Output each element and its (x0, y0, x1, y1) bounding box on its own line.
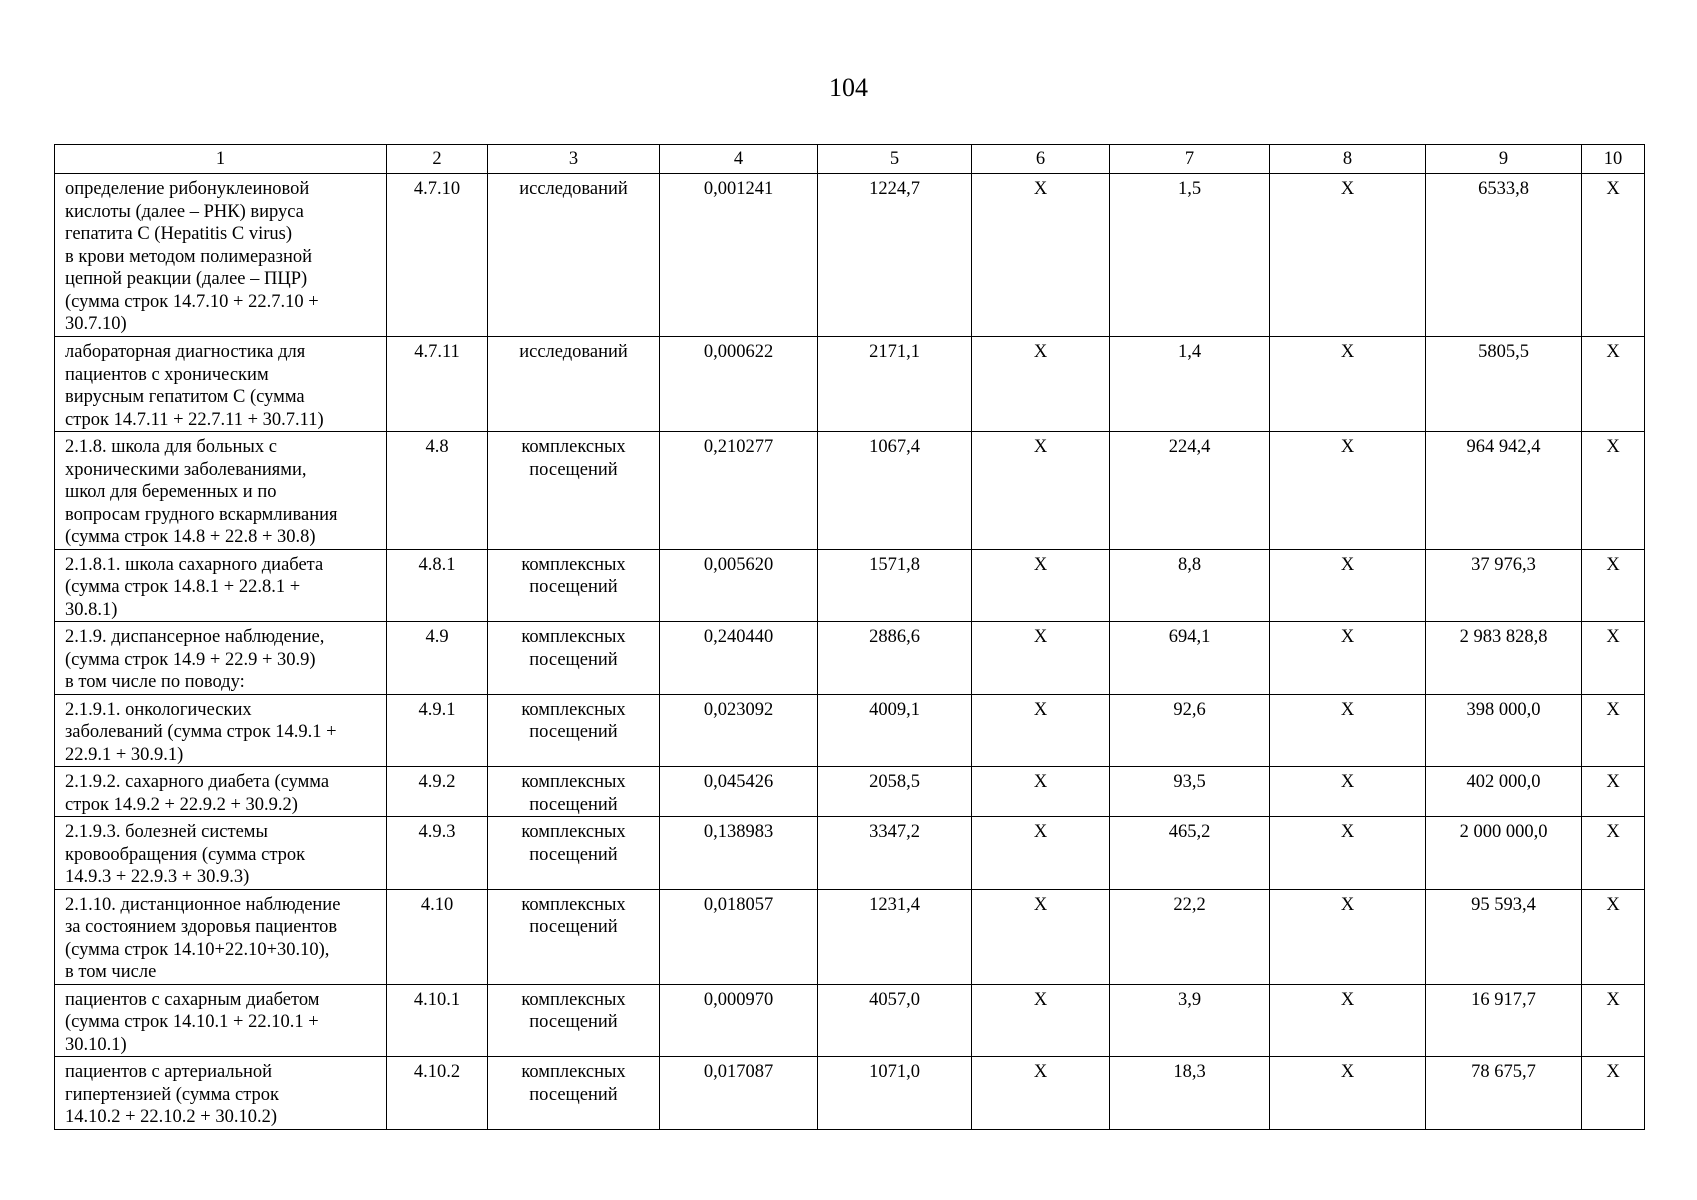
row-cost: 1231,4 (818, 889, 972, 984)
row-code: 4.9.2 (387, 767, 488, 817)
row-cost: 1224,7 (818, 174, 972, 337)
table-row (55, 1057, 1645, 1130)
row-col10: X (1582, 174, 1645, 337)
row-col9: 78 675,7 (1426, 1057, 1582, 1130)
row-col10: X (1582, 767, 1645, 817)
row-code: 4.10 (387, 889, 488, 984)
row-col8: X (1270, 622, 1426, 695)
row-unit: исследований (488, 337, 660, 432)
row-code: 4.7.10 (387, 174, 488, 337)
row-col9: 398 000,0 (1426, 694, 1582, 767)
row-description: определение рибонуклеиновой кислоты (далее – РНК) вируса гепатита C (Hepatitis C virus) в крови методом полимеразной цепной реакции (далее – ПЦР) (сумма строк 14.7.10 + 22.7.10 + 30.7.10) (55, 174, 387, 337)
row-unit: комплексных посещений (488, 817, 660, 890)
row-col8: X (1270, 337, 1426, 432)
row-code: 4.9.1 (387, 694, 488, 767)
header-cell: 3 (488, 145, 660, 174)
header-cell: 6 (972, 145, 1110, 174)
row-code: 4.8.1 (387, 549, 488, 622)
row-col8: X (1270, 984, 1426, 1057)
row-description: пациентов с сахарным диабетом (сумма строк 14.10.1 + 22.10.1 + 30.10.1) (55, 984, 387, 1057)
row-description: лабораторная диагностика для пациентов с хроническим вирусным гепатитом С (сумма строк 14.7.11 + 22.7.11 + 30.7.11) (55, 337, 387, 432)
header-cell: 2 (387, 145, 488, 174)
row-col7: 18,3 (1110, 1057, 1270, 1130)
row-col9: 16 917,7 (1426, 984, 1582, 1057)
row-col10: X (1582, 889, 1645, 984)
row-code: 4.7.11 (387, 337, 488, 432)
row-col7: 93,5 (1110, 767, 1270, 817)
page-number: 104 (829, 73, 868, 102)
row-unit: исследований (488, 174, 660, 337)
row-col10: X (1582, 1057, 1645, 1130)
row-cost: 2058,5 (818, 767, 972, 817)
row-cost: 4057,0 (818, 984, 972, 1057)
row-col7: 1,4 (1110, 337, 1270, 432)
row-col7: 465,2 (1110, 817, 1270, 890)
row-col7: 694,1 (1110, 622, 1270, 695)
row-col10: X (1582, 337, 1645, 432)
row-cost: 2171,1 (818, 337, 972, 432)
table-row (55, 767, 1645, 817)
table-row (55, 984, 1645, 1057)
row-col6: X (972, 549, 1110, 622)
header-cell: 8 (1270, 145, 1426, 174)
row-col7: 1,5 (1110, 174, 1270, 337)
row-norm: 0,018057 (660, 889, 818, 984)
row-col9: 2 000 000,0 (1426, 817, 1582, 890)
table-header-row (55, 145, 1645, 174)
row-description: 2.1.8. школа для больных с хроническими заболеваниями, школ для беременных и по вопросам грудного вскармливания (сумма строк 14.8 + 22.8 + 30.8) (55, 432, 387, 550)
row-norm: 0,210277 (660, 432, 818, 550)
row-col10: X (1582, 694, 1645, 767)
row-col10: X (1582, 817, 1645, 890)
row-code: 4.8 (387, 432, 488, 550)
row-col7: 92,6 (1110, 694, 1270, 767)
row-description: 2.1.9.3. болезней системы кровообращения (сумма строк 14.9.3 + 22.9.3 + 30.9.3) (55, 817, 387, 890)
row-col9: 2 983 828,8 (1426, 622, 1582, 695)
row-col10: X (1582, 984, 1645, 1057)
row-col6: X (972, 984, 1110, 1057)
row-unit: комплексных посещений (488, 889, 660, 984)
table-row (55, 337, 1645, 432)
row-norm: 0,001241 (660, 174, 818, 337)
row-col6: X (972, 694, 1110, 767)
row-cost: 1571,8 (818, 549, 972, 622)
row-unit: комплексных посещений (488, 767, 660, 817)
row-col6: X (972, 174, 1110, 337)
row-col6: X (972, 622, 1110, 695)
row-col8: X (1270, 432, 1426, 550)
data-table (54, 144, 1645, 1130)
row-col6: X (972, 1057, 1110, 1130)
row-col7: 224,4 (1110, 432, 1270, 550)
header-cell: 1 (55, 145, 387, 174)
row-norm: 0,005620 (660, 549, 818, 622)
row-unit: комплексных посещений (488, 622, 660, 695)
row-description: 2.1.9.1. онкологических заболеваний (сумма строк 14.9.1 + 22.9.1 + 30.9.1) (55, 694, 387, 767)
row-col6: X (972, 817, 1110, 890)
row-description: 2.1.8.1. школа сахарного диабета (сумма строк 14.8.1 + 22.8.1 + 30.8.1) (55, 549, 387, 622)
row-col6: X (972, 767, 1110, 817)
header-cell: 7 (1110, 145, 1270, 174)
row-norm: 0,045426 (660, 767, 818, 817)
row-col6: X (972, 337, 1110, 432)
header-cell: 10 (1582, 145, 1645, 174)
row-unit: комплексных посещений (488, 694, 660, 767)
row-norm: 0,023092 (660, 694, 818, 767)
row-unit: комплексных посещений (488, 432, 660, 550)
row-unit: комплексных посещений (488, 1057, 660, 1130)
row-col9: 95 593,4 (1426, 889, 1582, 984)
row-cost: 4009,1 (818, 694, 972, 767)
row-cost: 3347,2 (818, 817, 972, 890)
row-code: 4.9 (387, 622, 488, 695)
row-description: 2.1.9. диспансерное наблюдение, (сумма строк 14.9 + 22.9 + 30.9) в том числе по поводу: (55, 622, 387, 695)
row-norm: 0,017087 (660, 1057, 818, 1130)
row-norm: 0,240440 (660, 622, 818, 695)
table-row (55, 694, 1645, 767)
table-row (55, 432, 1645, 550)
row-unit: комплексных посещений (488, 984, 660, 1057)
row-col9: 6533,8 (1426, 174, 1582, 337)
row-col8: X (1270, 549, 1426, 622)
row-col8: X (1270, 817, 1426, 890)
row-description: 2.1.9.2. сахарного диабета (сумма строк 14.9.2 + 22.9.2 + 30.9.2) (55, 767, 387, 817)
row-col7: 8,8 (1110, 549, 1270, 622)
header-cell: 4 (660, 145, 818, 174)
row-col8: X (1270, 174, 1426, 337)
row-col8: X (1270, 889, 1426, 984)
header-cell: 5 (818, 145, 972, 174)
row-unit: комплексных посещений (488, 549, 660, 622)
row-norm: 0,000622 (660, 337, 818, 432)
header-cell: 9 (1426, 145, 1582, 174)
row-col8: X (1270, 1057, 1426, 1130)
table-row (55, 889, 1645, 984)
row-code: 4.10.1 (387, 984, 488, 1057)
table-row (55, 622, 1645, 695)
row-col6: X (972, 889, 1110, 984)
row-cost: 1071,0 (818, 1057, 972, 1130)
row-col9: 37 976,3 (1426, 549, 1582, 622)
row-col9: 402 000,0 (1426, 767, 1582, 817)
row-col8: X (1270, 767, 1426, 817)
row-col10: X (1582, 622, 1645, 695)
row-col10: X (1582, 549, 1645, 622)
row-description: 2.1.10. дистанционное наблюдение за состоянием здоровья пациентов (сумма строк 14.10+22.10+30.10), в том числе (55, 889, 387, 984)
row-description: пациентов с артериальной гипертензией (сумма строк 14.10.2 + 22.10.2 + 30.10.2) (55, 1057, 387, 1130)
row-col7: 3,9 (1110, 984, 1270, 1057)
table-row (55, 174, 1645, 337)
row-norm: 0,000970 (660, 984, 818, 1057)
row-code: 4.9.3 (387, 817, 488, 890)
row-cost: 1067,4 (818, 432, 972, 550)
table-row (55, 549, 1645, 622)
row-col9: 5805,5 (1426, 337, 1582, 432)
row-cost: 2886,6 (818, 622, 972, 695)
row-col6: X (972, 432, 1110, 550)
row-col9: 964 942,4 (1426, 432, 1582, 550)
row-code: 4.10.2 (387, 1057, 488, 1130)
row-col8: X (1270, 694, 1426, 767)
row-col7: 22,2 (1110, 889, 1270, 984)
row-norm: 0,138983 (660, 817, 818, 890)
row-col10: X (1582, 432, 1645, 550)
table-row (55, 817, 1645, 890)
